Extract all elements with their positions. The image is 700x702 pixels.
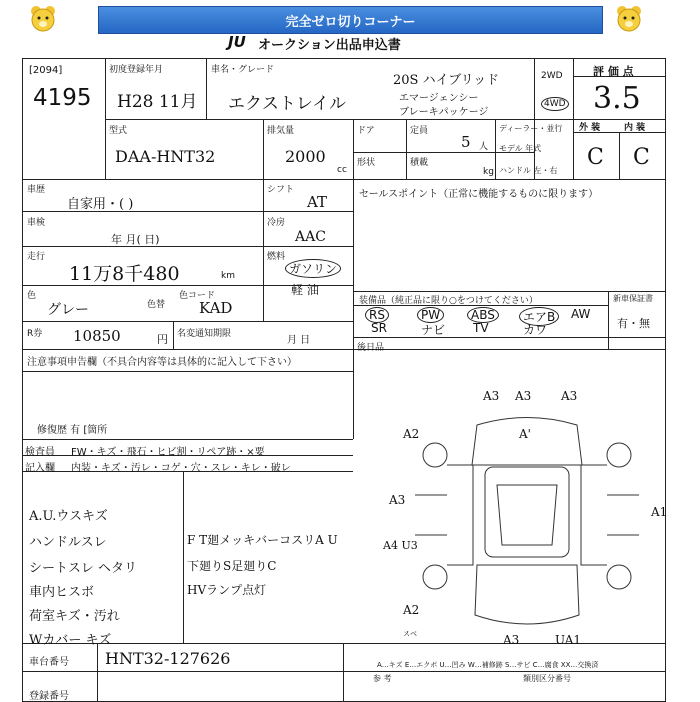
small-number: [2094] [29, 65, 63, 76]
remark-line-3: シートスレ ヘタリ [29, 561, 138, 576]
history-label: 車歴 [27, 185, 46, 195]
remark-line-2: ハンドルスレ [29, 535, 107, 550]
capacity-unit: 人 [479, 142, 489, 152]
fill-column-label: 記入欄 [25, 463, 55, 474]
color-no-label: 色替 [147, 300, 166, 310]
ju-logo: JU [228, 33, 246, 51]
repair-history-label: 修復歴 有 [箇所 [37, 425, 108, 436]
mileage-label: 走行 [27, 252, 46, 262]
model-label: 型式 [109, 126, 128, 136]
capacity-label: 定員 [410, 126, 429, 136]
mileage-value: 11万8千480 [69, 263, 180, 285]
displacement-label: 排気量 [267, 126, 295, 136]
grade-line1: 20S ハイブリッド [393, 73, 500, 88]
remark-line-4: 車内ヒスボ [29, 585, 95, 600]
displacement-value: 2000 [285, 147, 326, 166]
interior-label: 内 装 [624, 123, 646, 133]
equip-pw: PW [417, 307, 444, 323]
new-car-warranty-label: 新車保証書 [613, 294, 653, 303]
aircon-value: AAC [295, 229, 326, 245]
registration-label: 登録番号 [29, 691, 69, 702]
capacity-value: 5 [461, 133, 471, 151]
first-reg-label: 初度登録年月 [109, 65, 164, 75]
fuel-value-gasoline: ガソリン [285, 259, 341, 278]
mark-a3-3: A3 [561, 389, 578, 403]
interior-value: C [633, 145, 650, 170]
new-car-warranty-value: 有・無 [617, 317, 650, 330]
mark-a3-1: A3 [483, 389, 500, 403]
mileage-unit: km [221, 271, 235, 281]
mark-a2-2: A2 [403, 603, 420, 617]
transfer-deadline-value: 月 日 [287, 335, 311, 346]
equip-abs: ABS [467, 307, 499, 323]
equip-aw: AW [571, 307, 591, 321]
drive-4wd: 4WD [541, 97, 569, 111]
recycle-value: 10850 [73, 327, 121, 345]
sales-point-label: セールスポイント（正常に機能するものに限ります） [359, 189, 599, 200]
transfer-deadline-label: 名変通知期限 [177, 329, 232, 339]
car-name: エクストレイル [228, 94, 346, 114]
handle-label: ハンドル 左・右 [499, 166, 558, 175]
shift-label: シフト [267, 185, 295, 195]
mark-a3-5: A3 [503, 633, 520, 647]
fw-checklist: FW・キズ・飛石・ヒビ割・リペア跡・×要 [71, 447, 265, 458]
recycle-label: R券 [27, 329, 43, 339]
mascot-bear-right-icon [614, 4, 644, 34]
shift-value: AT [307, 193, 328, 211]
mascot-bear-left-icon [28, 4, 58, 34]
remark-right-3: HVランプ点灯 [187, 583, 267, 597]
model-value: DAA-HNT32 [115, 147, 216, 166]
frame-number-label: 車台番号 [29, 657, 69, 668]
remark-right-1: F T廻メッキバーコスリA U [187, 533, 338, 547]
exterior-value: C [587, 145, 604, 170]
equip-navi: ナビ [421, 323, 446, 337]
class-number-label: 類別区分番号 [523, 674, 571, 683]
recycle-unit: 円 [157, 333, 168, 346]
remark-line-5: 荷室キズ・汚れ [29, 609, 120, 624]
equip-tv: TV [473, 321, 489, 335]
fuel-value-diesel: 軽 油 [291, 283, 319, 297]
mark-a2-1: A2 [403, 427, 420, 441]
door-label: ドア [357, 126, 375, 136]
interior-checklist: 内装・キズ・汚レ・コゲ・穴・スレ・キレ・破レ [71, 463, 291, 474]
shape-label: 形状 [357, 158, 376, 168]
score-value: 3.5 [593, 81, 641, 116]
score-label: 評 価 点 [593, 65, 634, 78]
drive-2wd: 2WD [541, 71, 563, 81]
equip-sr: SR [371, 321, 387, 335]
color-code-label: 色コード [179, 291, 216, 301]
equipment-label: 装備品（純正品に限り○をつけてください） [359, 296, 538, 306]
grade-line3: ブレーキパッケージ [399, 107, 489, 118]
fuel-label: 燃料 [267, 252, 286, 262]
frame-number-value: HNT32-127626 [105, 649, 231, 668]
displacement-unit: cc [337, 165, 347, 175]
inspector-label: 検査員 [25, 447, 55, 458]
form-title: オークション出品申込書 [258, 38, 401, 53]
mark-slip: スベ [403, 630, 417, 638]
remark-line-6: Wカバー キズ [29, 633, 112, 648]
mark-a1: A1 [651, 505, 668, 519]
exterior-label: 外 装 [579, 123, 601, 133]
color-code-value: KAD [199, 299, 233, 317]
equip-airbag: エアB [519, 307, 559, 326]
later-items-label: 後日品 [357, 343, 385, 353]
aircon-label: 冷房 [267, 218, 286, 228]
mark-a3-4: A3 [389, 493, 406, 507]
color-label: 色 [27, 291, 37, 301]
mark-a3-2: A3 [515, 389, 532, 403]
reference-label: 参 考 [373, 674, 392, 683]
equip-rs: RS [365, 307, 389, 323]
remark-line-1: A.U.ウスキズ [29, 509, 108, 524]
history-value: 自家用・( ) [67, 197, 134, 212]
damage-legend: A…キズ E…エクボ U…凹み W…補修跡 S…サビ C…腐食 XX…交換済 [377, 661, 599, 669]
model-year-label: モデル 年式 [499, 144, 542, 153]
lot-number: 4195 [33, 85, 92, 111]
load-label: 積載 [410, 158, 429, 168]
load-unit: kg [483, 167, 494, 177]
inspection-label: 車検 [27, 218, 46, 228]
mark-a4-u3: A4 U3 [383, 539, 418, 552]
mark-a-prime: A' [519, 427, 531, 441]
mark-ua1: UA1 [555, 633, 582, 647]
remark-right-2: 下廻りS足廻りC [187, 559, 277, 573]
damage-diagram [407, 405, 647, 645]
first-reg-value: H28 11月 [117, 92, 198, 112]
grade-line2: エマージェンシー [399, 93, 479, 104]
name-grade-label: 車名・グレード [211, 65, 275, 75]
color-value: グレー [47, 302, 89, 318]
dealer-label: ディーラー・並行 [499, 124, 563, 133]
inspection-value: 年 月( 日) [111, 233, 160, 246]
zero-cut-banner: 完全ゼロ切りコーナー [98, 6, 603, 34]
equip-leather: カワ [523, 323, 548, 337]
notes-label: 注意事項申告欄（不具合内容等は具体的に記入して下さい） [27, 357, 297, 368]
auction-sheet [22, 58, 666, 702]
